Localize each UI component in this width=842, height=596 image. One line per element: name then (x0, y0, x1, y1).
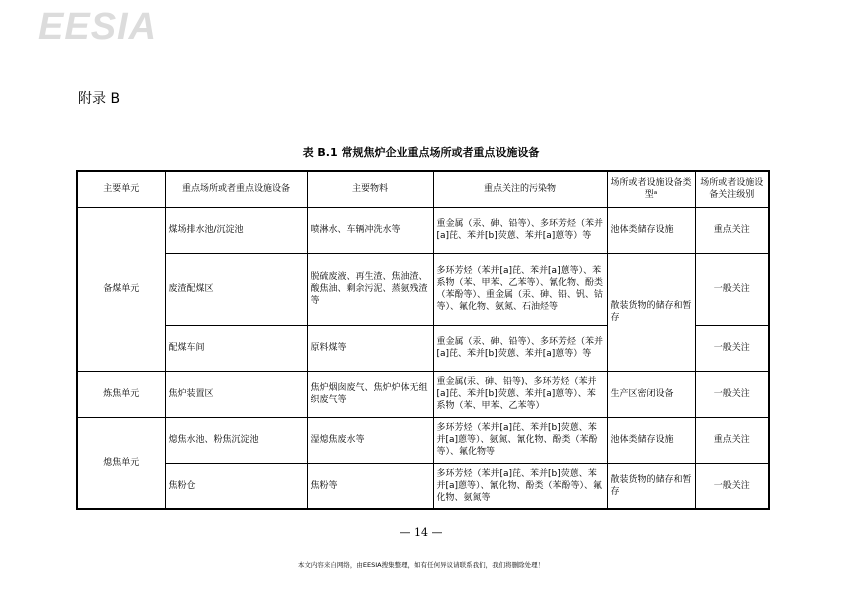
place-cell: 废渣配煤区 (165, 253, 307, 325)
material-cell: 喷淋水、车辆冲洗水等 (307, 207, 433, 253)
type-cell: 散装货物的储存和暂存 (607, 463, 695, 509)
table-row (77, 253, 769, 325)
place-cell: 配煤车间 (165, 325, 307, 371)
header-key-place: 重点场所或者重点设施设备 (165, 171, 307, 207)
unit-name: 熄焦单元 (77, 417, 165, 509)
material-cell: 原料煤等 (307, 325, 433, 371)
level-cell: 一般关注 (695, 253, 769, 325)
header-facility-type: 场所或者设施设备类型ᵃ (607, 171, 695, 207)
eesia-logo: EESIA (38, 6, 158, 48)
table-row (77, 207, 769, 253)
appendix-label: 附录 B (78, 91, 121, 107)
place-cell: 焦炉装置区 (165, 371, 307, 417)
level-cell: 重点关注 (695, 207, 769, 253)
material-cell: 焦炉烟囱废气、焦炉炉体无组织废气等 (307, 371, 433, 417)
table-title: 表 B.1 常规焦炉企业重点场所或者重点设施设备 (302, 146, 540, 159)
table-header-row (77, 171, 769, 207)
type-cell: 池体类储存设施 (607, 417, 695, 463)
unit-name: 备煤单元 (77, 207, 165, 371)
header-material: 主要物料 (307, 171, 433, 207)
level-cell: 一般关注 (695, 325, 769, 371)
material-cell: 湿熄焦废水等 (307, 417, 433, 463)
pollutants-cell: 多环芳烃（苯并[a]芘、苯并[b]荧蒽、苯并[a]蒽等）、氨氮、氰化物、酚类（苯酚等）、氟化物等 (433, 417, 607, 463)
table-row (77, 463, 769, 509)
type-cell: 生产区密闭设备 (607, 371, 695, 417)
place-cell: 煤场排水池/沉淀池 (165, 207, 307, 253)
type-cell: 散装货物的储存和暂存 (607, 253, 695, 371)
place-cell: 熄焦水池、粉焦沉淀池 (165, 417, 307, 463)
pollutants-cell: 多环芳烃（苯并[a]芘、苯并[a]蒽等）、苯系物（苯、甲苯、乙苯等）、氰化物、酚类（苯酚等）、重金属（汞、砷、铅、钒、钴等）、氟化物、氨氮、石油烃等 (433, 253, 607, 325)
type-cell: 池体类储存设施 (607, 207, 695, 253)
pollutants-cell: 重金属（汞、砷、铅等）、多环芳烃（苯并[a]芘、苯并[b]荧蒽、苯并[a]蒽等）等 (433, 325, 607, 371)
level-cell: 一般关注 (695, 463, 769, 509)
key-facilities-table (76, 170, 770, 510)
level-cell: 重点关注 (695, 417, 769, 463)
pollutants-cell: 重金属(汞、砷、铅等)、多环芳烃（苯并[a]芘、苯并[b]荧蒽、苯并[a]蒽等）、苯系物（苯、甲苯、乙苯等） (433, 371, 607, 417)
unit-name: 炼焦单元 (77, 371, 165, 417)
footer-note: 本文内容来自网络，由EESIA搜集整理，如有任何异议请联系我们，我们将删除处理！ (297, 561, 545, 569)
pollutants-cell: 多环芳烃（苯并[a]芘、苯并[b]荧蒽、苯并[a]蒽等）、氰化物、酚类（苯酚等）、氟化物、氨氮等 (433, 463, 607, 509)
material-cell: 焦粉等 (307, 463, 433, 509)
header-main-unit: 主要单元 (77, 171, 165, 207)
table-row (77, 417, 769, 463)
material-cell: 脱硫废液、再生渣、焦油渣、酸焦油、剩余污泥、蒸氨残渣等 (307, 253, 433, 325)
table-row (77, 371, 769, 417)
header-attention-level: 场所或者设施设备关注级别 (695, 171, 769, 207)
pollutants-cell: 重金属（汞、砷、铅等）、多环芳烃（苯并[a]芘、苯并[b]荧蒽、苯并[a]蒽等）等 (433, 207, 607, 253)
header-pollutants: 重点关注的污染物 (433, 171, 607, 207)
place-cell: 焦粉仓 (165, 463, 307, 509)
page-number: — 14 — (399, 526, 443, 539)
level-cell: 一般关注 (695, 371, 769, 417)
